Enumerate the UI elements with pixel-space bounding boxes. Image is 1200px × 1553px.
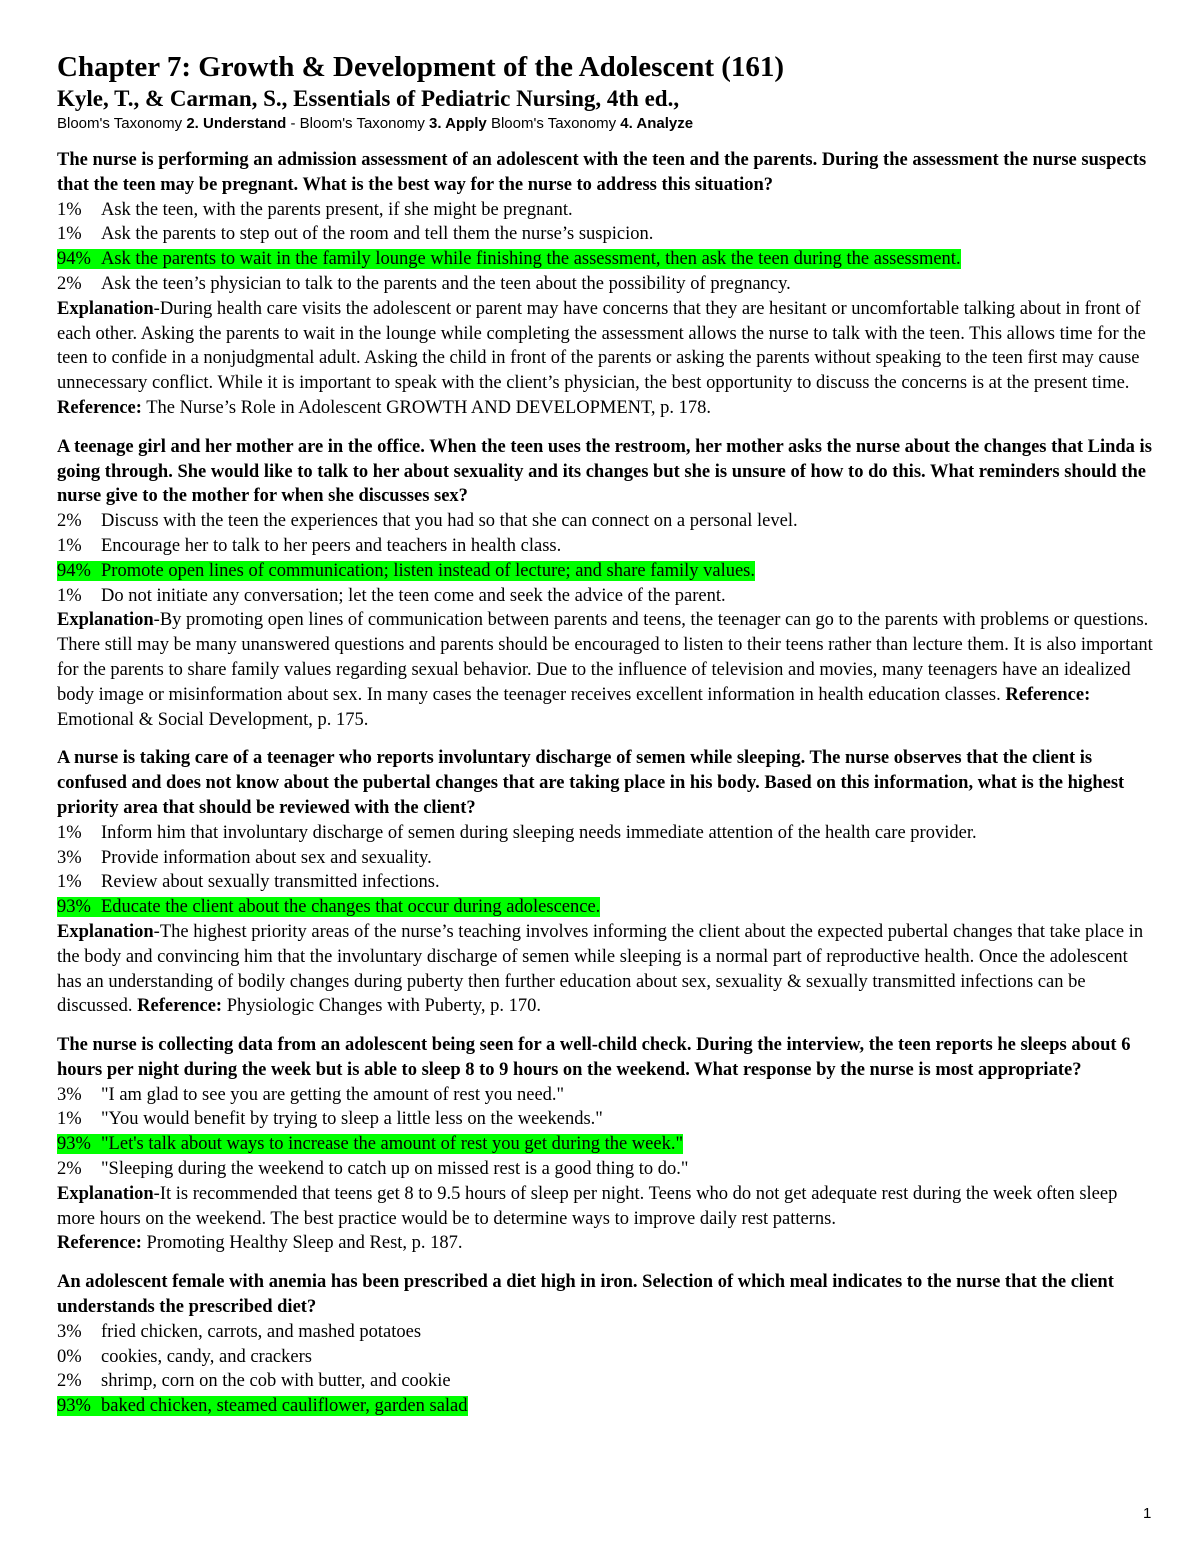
option-content: [57, 897, 600, 917]
option-text: "You would benefit by trying to sleep a little less on the weekends.": [101, 1109, 603, 1130]
answer-option: [57, 870, 1157, 895]
option-content: [57, 224, 653, 244]
option-text: "Sleeping during the weekend to catch up on missed rest is a good thing to do.": [101, 1159, 689, 1180]
option-content: [57, 1396, 468, 1416]
explanation-label: Explanation: [57, 298, 154, 319]
option-content: [57, 1134, 683, 1154]
document-page: [57, 50, 1157, 1433]
answer-option: [57, 1157, 1157, 1182]
reference-text: Physiologic Changes with Puberty, p. 170.: [222, 996, 542, 1017]
question-block: [57, 148, 1157, 421]
answer-option: [57, 272, 1157, 297]
taxonomy-prefix: Bloom's Taxonomy: [486, 115, 621, 132]
reference-label: Reference:: [1005, 684, 1091, 705]
explanation: [57, 608, 1157, 732]
answer-option: [57, 222, 1157, 247]
answer-option: [57, 584, 1157, 609]
option-text: fried chicken, carrots, and mashed potatoes: [101, 1321, 422, 1342]
taxonomy-level: 2. Understand: [186, 115, 287, 132]
option-text: Ask the parents to wait in the family lounge while finishing the assessment, then ask the teen during the assessment.: [101, 249, 961, 270]
chapter-title: Chapter 7: Growth & Development of the Adolescent (161): [57, 51, 785, 83]
answer-option: [57, 509, 1157, 534]
option-percentage: 93%: [57, 897, 91, 918]
option-percentage: 1%: [57, 535, 82, 556]
explanation-text: -The highest priority areas of the nurse’s teaching involves informing the client about the expected pubertal changes that take place in the body and convincing him that the involuntary discharge of semen while sleeping is a normal part of reproductive health. Once the adolescent has an understanding of bodily changes during puberty then further education about sex, sexuality & sexually transmitted infections can be discussed.: [57, 921, 1144, 1017]
option-percentage: 2%: [57, 273, 82, 294]
option-content: [57, 1371, 451, 1391]
reference: [57, 1231, 1157, 1256]
answer-option-correct: [57, 1394, 1157, 1419]
option-percentage: 2%: [57, 1371, 82, 1392]
option-text: Inform him that involuntary discharge of semen during sleeping needs immediate attention of the health care provider.: [101, 822, 977, 843]
explanation-label: Explanation: [57, 610, 154, 631]
answer-option: [57, 821, 1157, 846]
explanation-text: -By promoting open lines of communication between parents and teens, the teenager can go to the parents with problems or questions. There still may be many unanswered questions and parents should be encouraged to listen to their teens rather than lecture them. It is also important for the parents to share family values regarding sexual behavior. Due to the influence of television and movies, many teenagers have an idealized body image or misinformation about sex. In many cases the teenager receives excellent information in health education classes.: [57, 610, 1153, 705]
reference-label: Reference:: [57, 397, 142, 418]
explanation: [57, 920, 1157, 1019]
option-percentage: 1%: [57, 822, 82, 843]
option-percentage: 1%: [57, 872, 82, 893]
option-content: [57, 1322, 421, 1342]
blooms-taxonomy-line: [57, 113, 1157, 135]
explanation-label: Explanation: [57, 1183, 154, 1204]
option-text: Review about sexually transmitted infections.: [101, 872, 440, 893]
option-content: [57, 536, 561, 556]
explanation-label: Explanation: [57, 921, 154, 942]
question-block: [57, 746, 1157, 1019]
option-content: [57, 1109, 603, 1129]
option-text: Encourage her to talk to her peers and teachers in health class.: [101, 535, 562, 556]
taxonomy-level: 3. Apply: [428, 115, 487, 132]
option-text: Promote open lines of communication; listen instead of lecture; and share family values.: [101, 560, 756, 581]
answer-option: [57, 1320, 1157, 1345]
taxonomy-prefix: - Bloom's Taxonomy: [286, 115, 429, 132]
question-block: [57, 1033, 1157, 1256]
option-percentage: 1%: [57, 199, 82, 220]
answer-option-correct: [57, 559, 1157, 584]
option-content: [57, 823, 977, 843]
answer-option: [57, 846, 1157, 871]
explanation: [57, 1182, 1157, 1232]
option-text: baked chicken, steamed cauliflower, garden salad: [101, 1396, 468, 1417]
option-text: Ask the teen, with the parents present, if she might be pregnant.: [101, 199, 573, 220]
answer-option: [57, 534, 1157, 559]
reference: [57, 396, 1157, 421]
option-percentage: 2%: [57, 511, 82, 532]
answer-option: [57, 1369, 1157, 1394]
option-content: [57, 249, 961, 269]
answer-option-correct: [57, 247, 1157, 272]
option-content: [57, 586, 726, 606]
question-stem: The nurse is collecting data from an adolescent being seen for a well-child check. During the interview, the teen reports he sleeps about 6 hours per night during the week but is able to sleep 8 to 9 hours on the weekend. What response by the nurse is most appropriate?: [57, 1035, 1131, 1080]
reference-label: Reference:: [57, 1233, 142, 1254]
option-content: [57, 1347, 312, 1367]
answer-option-correct: [57, 895, 1157, 920]
option-content: [57, 511, 798, 531]
option-percentage: 1%: [57, 224, 82, 245]
answer-option: [57, 1345, 1157, 1370]
option-text: Ask the teen’s physician to talk to the parents and the teen about the possibility of pregnancy.: [101, 273, 791, 294]
option-content: [57, 1159, 688, 1179]
answer-option: [57, 1083, 1157, 1108]
answer-option-correct: [57, 1132, 1157, 1157]
option-percentage: 3%: [57, 847, 82, 868]
taxonomy-level: 4. Analyze: [620, 115, 694, 132]
question-list: [57, 148, 1157, 1419]
reference-text: The Nurse’s Role in Adolescent GROWTH AND DEVELOPMENT, p. 178.: [141, 397, 712, 418]
option-text: "Let's talk about ways to increase the amount of rest you get during the week.": [101, 1134, 684, 1155]
option-content: [57, 200, 573, 220]
option-text: Provide information about sex and sexuality.: [101, 847, 432, 868]
explanation-text: -During health care visits the adolescent or parent may have concerns that they are hesitant or uncomfortable talking about in front of each other. Asking the parents to wait in the lounge while completing the assessment allows the nurse to talk with the teen. This allows time for the teen to confide in a nonjudgmental adult. Asking the child in front of the parents or asking the parents without speaking to the teen first may cause unnecessary conflict. While it is important to speak with the client’s physician, the best opportunity to discuss the concerns is at the present time.: [57, 298, 1146, 394]
question-block: [57, 435, 1157, 733]
option-text: Ask the parents to step out of the room and tell them the nurse’s suspicion.: [101, 224, 654, 245]
option-percentage: 93%: [57, 1396, 91, 1417]
answer-option: [57, 198, 1157, 223]
option-text: cookies, candy, and crackers: [101, 1346, 312, 1367]
reference-text: Emotional & Social Development, p. 175.: [57, 709, 369, 730]
option-percentage: 94%: [57, 560, 91, 581]
option-text: Educate the client about the changes that occur during adolescence.: [101, 897, 601, 918]
option-percentage: 2%: [57, 1159, 82, 1180]
explanation: [57, 297, 1157, 396]
book-citation: Kyle, T., & Carman, S., Essentials of Pediatric Nursing, 4th ed.,: [57, 86, 680, 111]
option-content: [57, 872, 440, 892]
option-percentage: 1%: [57, 585, 82, 606]
option-percentage: 1%: [57, 1109, 82, 1130]
option-content: [57, 848, 432, 868]
page-number: 1: [1143, 1505, 1152, 1522]
question-block: [57, 1270, 1157, 1419]
option-text: Do not initiate any conversation; let the teen come and seek the advice of the parent.: [101, 585, 726, 606]
option-content: [57, 1085, 564, 1105]
option-text: Discuss with the teen the experiences that you had so that she can connect on a personal level.: [101, 511, 798, 532]
option-percentage: 3%: [57, 1321, 82, 1342]
option-text: "I am glad to see you are getting the amount of rest you need.": [101, 1084, 565, 1105]
option-percentage: 94%: [57, 249, 91, 270]
option-content: [57, 561, 755, 581]
option-percentage: 93%: [57, 1134, 91, 1155]
taxonomy-prefix: Bloom's Taxonomy: [57, 115, 187, 132]
question-stem: A nurse is taking care of a teenager who reports involuntary discharge of semen while sleeping. The nurse observes that the client is confused and does not know about the pubertal changes that are taking place in his body. Based on this information, what is the highest priority area that should be reviewed with the client?: [57, 748, 1125, 818]
option-text: shrimp, corn on the cob with butter, and cookie: [101, 1371, 451, 1392]
question-stem: The nurse is performing an admission assessment of an adolescent with the teen and the parents. During the assessment the nurse suspects that the teen may be pregnant. What is the best way for the nurse to address this situation?: [57, 150, 1147, 195]
option-content: [57, 274, 791, 294]
option-percentage: 3%: [57, 1084, 82, 1105]
option-percentage: 0%: [57, 1346, 82, 1367]
reference-text: Promoting Healthy Sleep and Rest, p. 187.: [141, 1233, 463, 1254]
explanation-text: -It is recommended that teens get 8 to 9.5 hours of sleep per night. Teens who do not get adequate rest during the week often sleep more hours on the weekend. The best practice would be to determine ways to improve daily rest patterns.: [57, 1183, 1118, 1229]
reference-label: Reference:: [137, 996, 223, 1017]
question-stem: An adolescent female with anemia has been prescribed a diet high in iron. Selection of which meal indicates to the nurse that the client understands the prescribed diet?: [57, 1272, 1114, 1318]
answer-option: [57, 1107, 1157, 1132]
question-stem: A teenage girl and her mother are in the office. When the teen uses the restroom, her mother asks the nurse about the changes that Linda is going through. She would like to talk to her about sexuality and its changes but she is unsure of how to do this. What reminders should the nurse give to the mother for when she discusses sex?: [57, 436, 1152, 507]
